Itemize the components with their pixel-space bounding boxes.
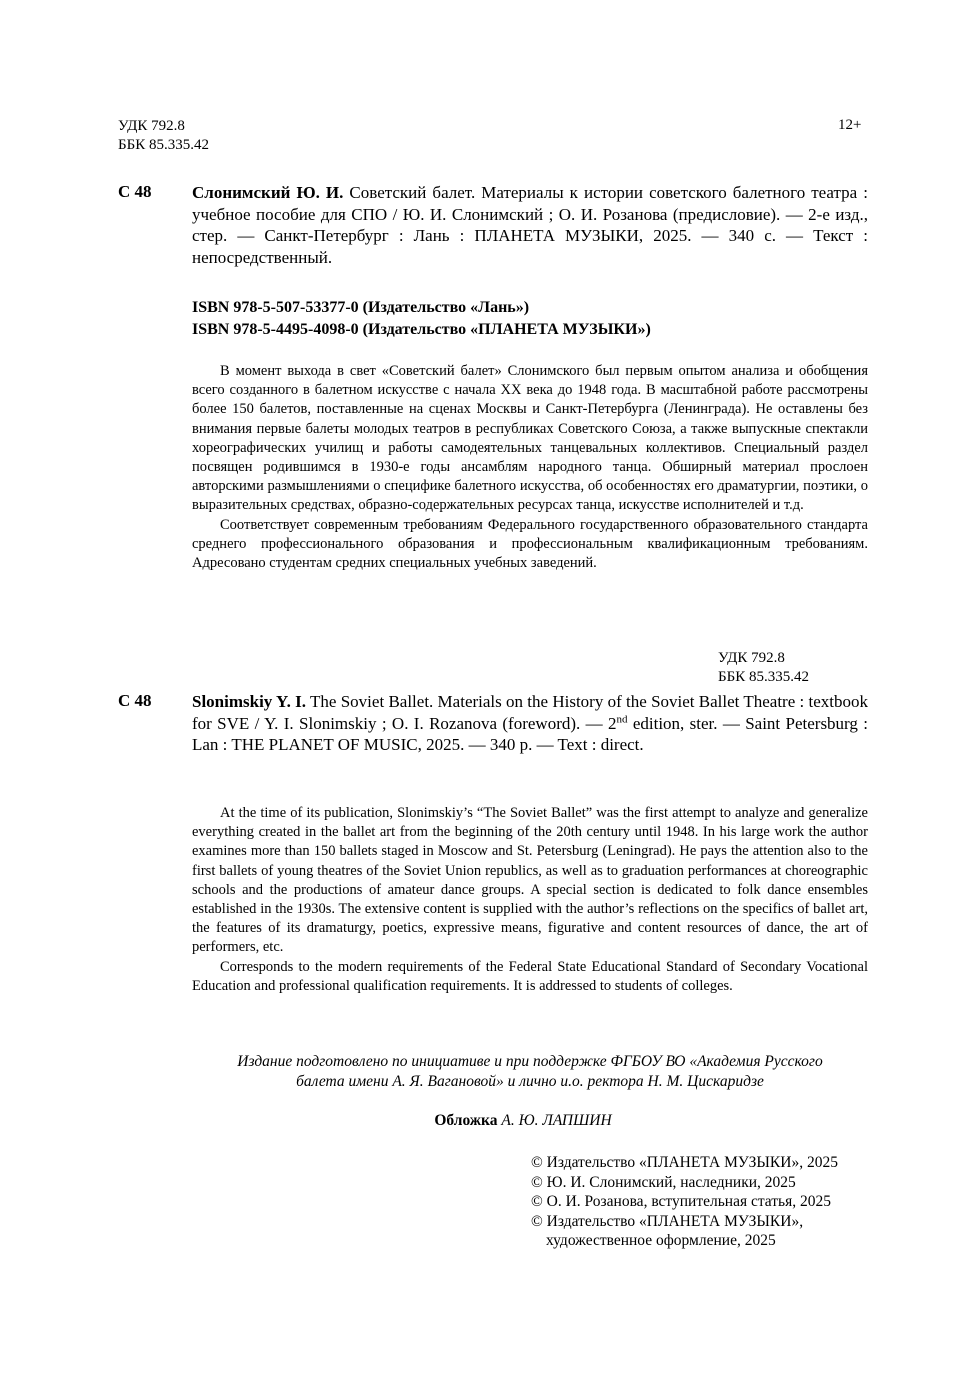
abstract-ru-paragraph-1: В момент выхода в свет «Советский балет» Слонимского был первым опытом анализа и обобщения всего созданного в балетном искусстве с начала XX века до 1948 года. В масштабной работе рассмотрены более 150 балетов, поставленные на сценах Москвы и Санкт-Петербурга (Ленинграда). Не оставлены без внимания первые балеты молодых театров в республиках Советского Союза, а также выпускные спектакли хореографических училищ и работы самодеятельных танцевальных коллективов. Специальный раздел посвящен родившимся в 1930-е годы ансамблям народного танца. Обширный материал прослоен авторскими размышлениями о специфике балетного искусства, об особенностях его драматургии, поэтики, о выразительных средствах, образно-содержательных ресурсах танца, искусстве исполнителей и т.д.	[192, 363, 868, 514]
support-note	[180, 1052, 880, 1092]
author-name-ru: Слонимский Ю. И.	[192, 183, 344, 202]
classification-block-en	[718, 649, 809, 687]
copyright-block	[531, 1153, 838, 1251]
support-note-line-1: Издание подготовлено по инициативе и при поддержке ФГБОУ ВО «Академия Русского	[237, 1053, 823, 1070]
bbk-code: ББК 85.335.42	[118, 137, 209, 153]
edition-superscript: nd	[616, 712, 628, 725]
abstract-en-paragraph-2: Corresponds to the modern requirements of the Federal State Educational Standard of Secondary Vocational Education and professional qualification requirements. It is addressed to students of colleges.	[192, 958, 868, 994]
copyright-line-1: © Издательство «ПЛАНЕТА МУЗЫКИ», 2025	[531, 1154, 838, 1171]
author-mark-en: С 48	[118, 691, 152, 710]
classification-block	[118, 117, 209, 155]
cover-credit	[0, 1112, 976, 1130]
udk-code-en: УДК 792.8	[718, 650, 785, 666]
copyright-line-4: © Издательство «ПЛАНЕТА МУЗЫКИ»,	[531, 1212, 804, 1230]
abstract-en-paragraph-1: At the time of its publication, Slonimskiy’s “The Soviet Ballet” was the first attempt to analyze and generalize everything created in the ballet art from the beginning of the 20th century until 1948. In his large work the author examines more than 150 ballets staged in Moscow and St. Petersburg (Leningrad). He pays the attention also to the first ballets of young theatres of the Soviet Union republics, as well as to graduation performances at choreographic schools and the productions of amateur dance groups. A special section is dedicated to folk dance ensembles established in the 1930s. The extensive content is supplied with the author’s reflections on the specifics of ballet art, the features of its dramaturgy, poetics, expressive means, figurative and content resources of dance, the art of performers, etc.	[192, 805, 868, 956]
bbk-code-en: ББК 85.335.42	[718, 669, 809, 685]
copyright-line-2: © Ю. И. Слонимский, наследники, 2025	[531, 1173, 796, 1191]
bibliographic-entry-ru	[192, 182, 868, 268]
isbn-lan: ISBN 978-5-507-53377-0 (Издательство «Лань»)	[192, 299, 530, 316]
abstract-ru-paragraph-2: Соответствует современным требованиям Федерального государственного образовательного стандарта среднего профессионального образования и профессиональным квалификационным требованиям. Адресовано студентам средних специальных учебных заведений.	[192, 516, 868, 572]
abstract-ru	[192, 362, 868, 573]
entry-description-ru: Советский балет. Материалы к истории советского балетного театра : учебное пособие для СПО / Ю. И. Слонимский ; О. И. Розанова (предисловие). — 2-е изд., стер. — Санкт-Петербург : Лань : ПЛАНЕТА МУЗЫКИ, 2025. — 340 с. — Текст : непосредственный.	[192, 183, 868, 267]
abstract-en	[192, 804, 868, 996]
udk-code: УДК 792.8	[118, 118, 185, 134]
entry-description-en: The Soviet Ballet. Materials on the History of the Soviet Ballet Theatre : textbook for SVE / Y. I. Slonimskiy ; O. I. Rozanova (foreword). — 2	[192, 692, 869, 733]
bibliographic-entry-en	[192, 691, 868, 756]
copyright-line-5: художественное оформление, 2025	[546, 1232, 776, 1249]
author-name-en: Slonimskiy Y. I.	[192, 692, 307, 711]
cover-label: Обложка	[434, 1112, 498, 1129]
cover-artist: А. Ю. ЛАПШИН	[501, 1112, 612, 1129]
entry-description-en-rest: edition, ster. — Saint Petersburg : Lan : THE PLANET OF MUSIC, 2025. — 340 p. — Text : direct.	[192, 713, 868, 754]
author-mark-ru: С 48	[118, 182, 152, 201]
copyright-line-3: © О. И. Розанова, вступительная статья, 2025	[531, 1193, 832, 1210]
isbn-planeta: ISBN 978-5-4495-4098-0 (Издательство «ПЛАНЕТА МУЗЫКИ»)	[192, 321, 651, 338]
support-note-line-2: балета имени А. Я. Вагановой» и лично и.о. ректора Н. М. Цискаридзе	[296, 1073, 764, 1090]
age-rating: 12+	[838, 117, 862, 133]
isbn-block	[192, 297, 651, 341]
